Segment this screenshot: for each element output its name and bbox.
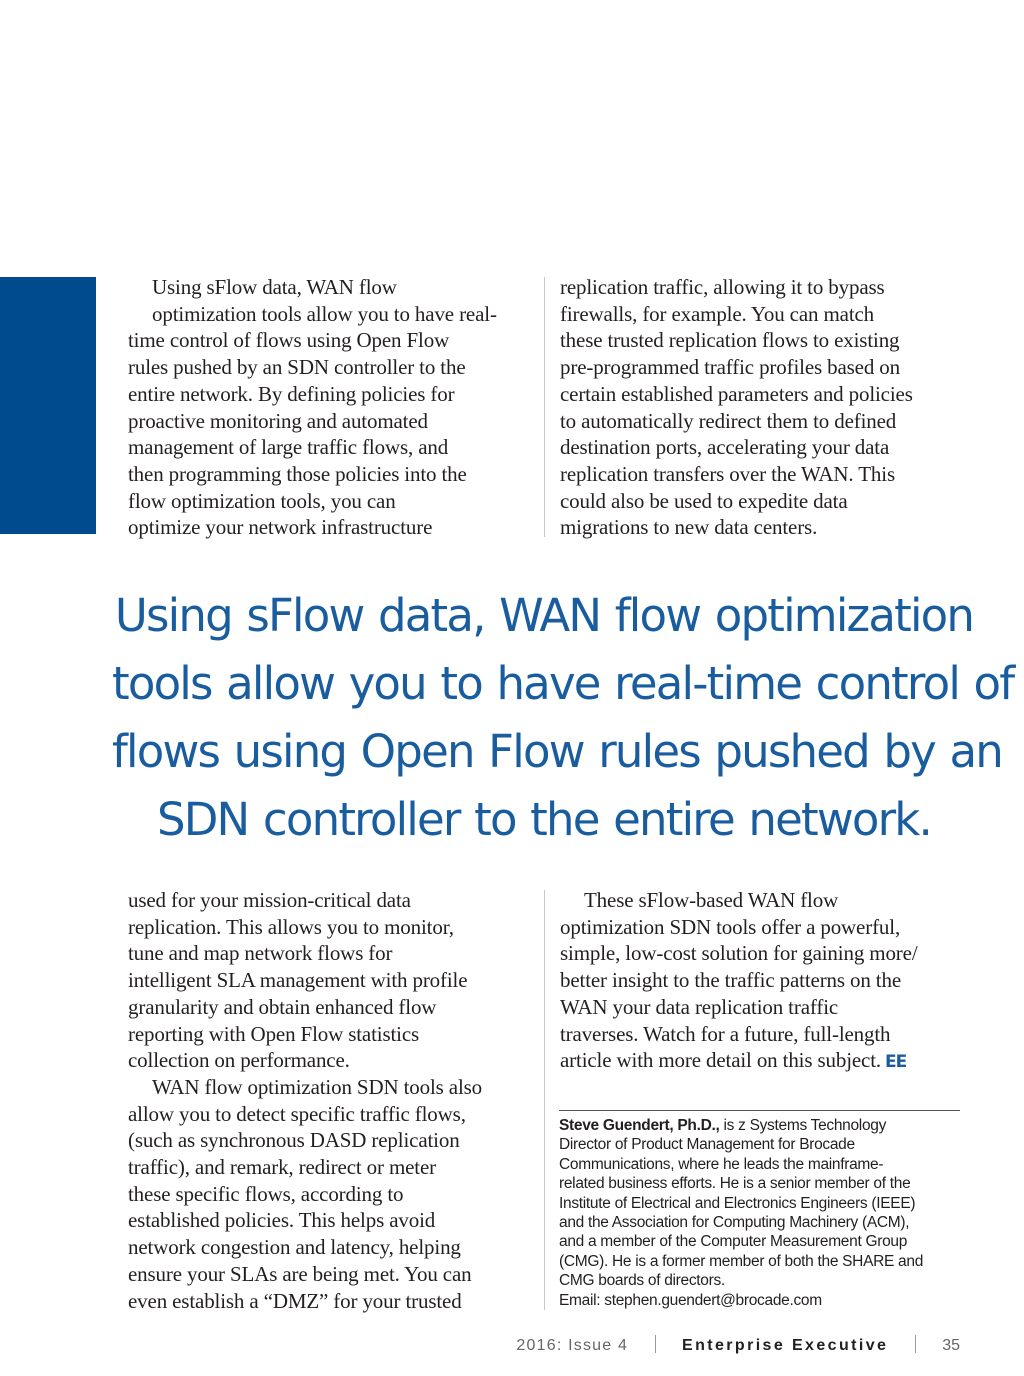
pull-quote-line: flows using Open Flow rules pushed by an <box>112 725 1002 778</box>
text-line: better insight to the traffic patterns on the <box>560 968 902 993</box>
text-line: optimization SDN tools offer a powerful, <box>560 914 901 939</box>
text-line: replication traffic, allowing it to bypass <box>560 275 885 299</box>
text-line: these specific flows, according to <box>128 1181 404 1206</box>
text-line: replication. This allows you to monitor, <box>128 914 454 939</box>
author-bio <box>559 1116 964 1310</box>
text-line: optimization tools allow you to have real- <box>152 301 497 326</box>
text-line: WAN your data replication traffic <box>560 994 839 1019</box>
article-column-bottom-left <box>128 887 538 1314</box>
bio-line: and the Association for Computing Machinery (ACM), <box>559 1214 910 1232</box>
text-line: optimize your network infrastructure <box>128 515 433 540</box>
bio-line <box>559 1116 964 1135</box>
text-line: These sFlow-based WAN flow <box>584 888 839 912</box>
bio-line: and a member of the Computer Measurement Group <box>559 1233 908 1251</box>
publication-name: Enterprise Executive <box>682 1337 889 1354</box>
text-line: these trusted replication flows to existing <box>560 328 900 353</box>
bio-email: Email: stephen.guendert@brocade.com <box>559 1291 822 1309</box>
author-name: Steve Guendert, Ph.D., <box>559 1117 720 1134</box>
text-line: could also be used to expedite data <box>560 488 848 513</box>
text-line: management of large traffic flows, and <box>128 435 449 460</box>
article-column-top-left <box>128 274 538 541</box>
paragraph <box>128 1074 538 1314</box>
text-line: used for your mission-critical data <box>128 888 411 912</box>
article-column-bottom-right <box>560 887 970 1076</box>
text-line: entire network. By defining policies for <box>128 381 455 406</box>
text-line: reporting with Open Flow statistics <box>128 1021 420 1046</box>
text-line: granularity and obtain enhanced flow <box>128 994 437 1019</box>
bio-text: is z Systems Technology <box>719 1117 887 1134</box>
text-line-last <box>560 1047 970 1076</box>
text-line: WAN flow optimization SDN tools also <box>152 1074 482 1099</box>
text-line: then programming those policies into the <box>128 461 467 486</box>
bio-line: (CMG). He is a former member of both the SHARE and <box>559 1252 924 1270</box>
text-line: allow you to detect specific traffic flows, <box>128 1101 466 1126</box>
text-line: proactive monitoring and automated <box>128 408 428 433</box>
text-line: Using sFlow data, WAN flow <box>152 275 397 299</box>
pull-quote <box>112 582 1014 854</box>
footer-separator <box>915 1335 916 1353</box>
issue-label: 2016: Issue 4 <box>516 1337 629 1354</box>
blue-sidebar-bar <box>0 277 96 534</box>
text-line: article with more detail on this subject. <box>560 1048 882 1073</box>
text-line: traverses. Watch for a future, full-length <box>560 1021 891 1046</box>
text-line: (such as synchronous DASD replication <box>128 1128 460 1153</box>
text-line: destination ports, accelerating your data <box>560 435 890 460</box>
pull-quote-line: Using sFlow data, WAN flow optimization <box>114 589 974 642</box>
page-number: 35 <box>942 1337 960 1354</box>
text-line: established policies. This helps avoid <box>128 1208 436 1233</box>
pull-quote-line: tools allow you to have real-time control of <box>112 657 1014 710</box>
text-line: collection on performance. <box>128 1048 350 1073</box>
end-of-article-mark: EE <box>885 1052 907 1073</box>
bio-line: Director of Product Management for Brocade <box>559 1136 855 1154</box>
text-line: migrations to new data centers. <box>560 515 818 540</box>
text-line: ensure your SLAs are being met. You can <box>128 1261 472 1286</box>
text-line: network congestion and latency, helping <box>128 1235 461 1260</box>
footer-separator <box>655 1335 656 1353</box>
paragraph <box>560 274 970 541</box>
text-line: tune and map network flows for <box>128 941 393 966</box>
text-line: time control of flows using Open Flow <box>128 328 450 353</box>
text-line: replication transfers over the WAN. This <box>560 461 895 486</box>
column-divider-bottom <box>544 890 545 1310</box>
text-line: traffic), and remark, redirect or meter <box>128 1155 437 1180</box>
bio-line: CMG boards of directors. <box>559 1272 725 1290</box>
bio-line: Institute of Electrical and Electronics Engineers (IEEE) <box>559 1194 916 1212</box>
text-line: pre-programmed traffic profiles based on <box>560 355 900 380</box>
text-line: rules pushed by an SDN controller to the <box>128 355 466 380</box>
text-line: firewalls, for example. You can match <box>560 301 875 326</box>
article-column-top-right <box>560 274 970 541</box>
text-line: certain established parameters and policies <box>560 381 913 406</box>
text-line: to automatically redirect them to defined <box>560 408 897 433</box>
text-line: even establish a “DMZ” for your trusted <box>128 1288 462 1313</box>
bio-line: related business efforts. He is a senior member of the <box>559 1175 911 1193</box>
bio-line: Communications, where he leads the mainframe- <box>559 1155 884 1173</box>
text-line: simple, low-cost solution for gaining more/ <box>560 941 918 966</box>
bio-divider <box>559 1110 960 1111</box>
paragraph <box>128 887 538 1074</box>
column-divider-top <box>544 277 545 537</box>
page-footer <box>516 1335 960 1355</box>
pull-quote-line: SDN controller to the entire network. <box>156 793 932 846</box>
text-line: flow optimization tools, you can <box>128 488 396 513</box>
paragraph <box>560 887 970 1076</box>
paragraph <box>128 274 538 541</box>
text-line: intelligent SLA management with profile <box>128 968 468 993</box>
